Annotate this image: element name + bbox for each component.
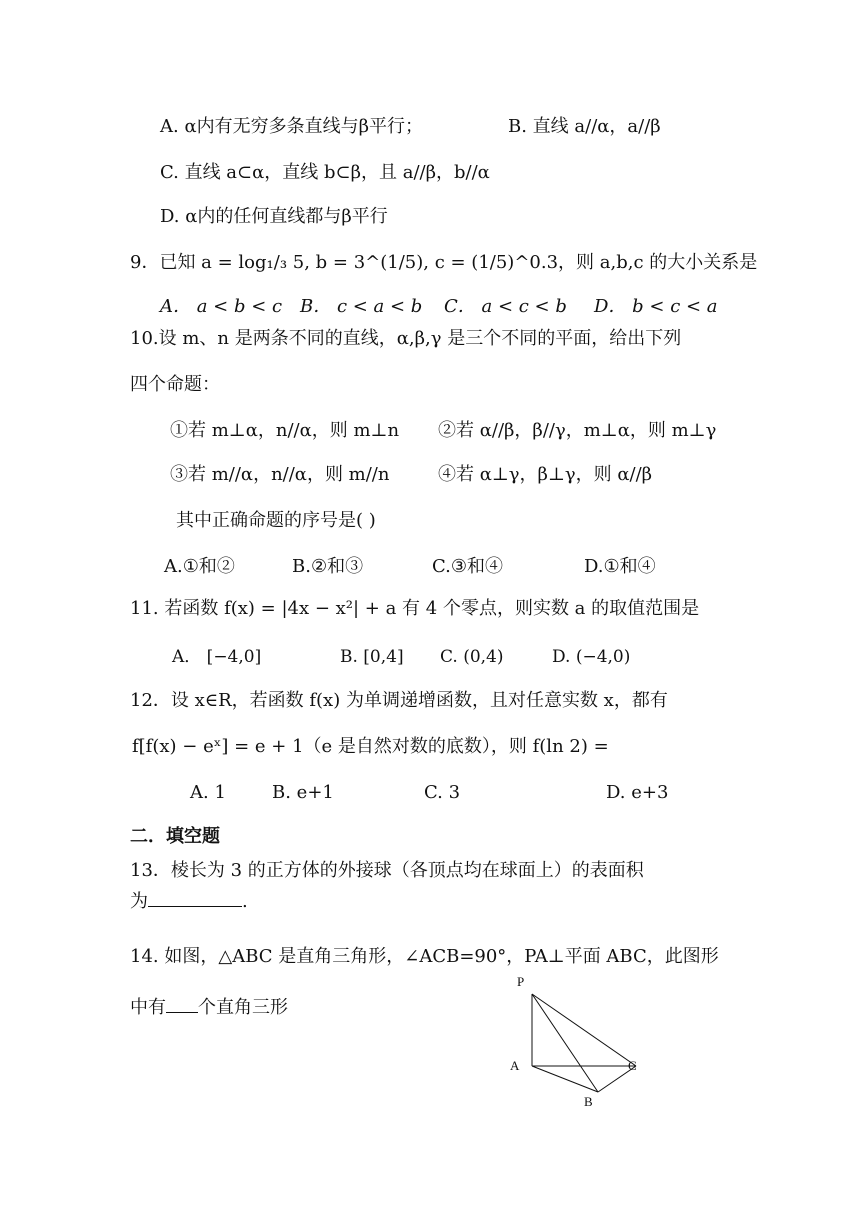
section-heading: 二．填空题 xyxy=(130,826,220,847)
q13-stem-line2 xyxy=(130,888,248,913)
q13-suffix: . xyxy=(242,891,248,912)
edge-pb xyxy=(532,994,598,1092)
q12-option-d: D. e+3 xyxy=(606,782,669,803)
q10-option-a: A.①和② xyxy=(164,556,235,577)
q11-stem: 11. 若函数 f(x) = |4x − x²| + a 有 4 个零点，则实数 a 的取值范围是 xyxy=(130,598,700,619)
q14-answer-blank[interactable] xyxy=(166,994,198,1013)
q9-option-a: A． a < b < c xyxy=(160,296,283,317)
edge-ab xyxy=(532,1066,598,1092)
q12-option-b: B. e+1 xyxy=(272,782,334,803)
q10-stem-line1: 10.设 m、n 是两条不同的直线，α,β,γ 是三个不同的平面，给出下列 xyxy=(130,328,682,349)
q12-option-c: C. 3 xyxy=(424,782,461,803)
q10-option-d: D.①和④ xyxy=(584,556,656,577)
q14-prefix: 中有 xyxy=(130,997,166,1018)
q8-option-d: D. α内的任何直线都与β平行 xyxy=(160,206,388,227)
q14-suffix: 个直角三形 xyxy=(198,997,288,1018)
q10-option-c: C.③和④ xyxy=(432,556,503,577)
q10-option-b: B.②和③ xyxy=(292,556,364,577)
q9-stem: 9．已知 a = log₁/₃ 5, b = 3^(1/5), c = (1/5)^0.3，则 a,b,c 的大小关系是 xyxy=(130,252,758,273)
q12-stem-line2: f[f(x) − eˣ] = e + 1（e 是自然对数的底数），则 f(ln 2) = xyxy=(132,736,609,757)
label-b: B xyxy=(584,1094,593,1109)
q10-proposition-4: ④若 α⊥γ，β⊥γ，则 α//β xyxy=(438,464,653,485)
q10-stem-line2: 四个命题： xyxy=(130,374,220,395)
q10-ask: 其中正确命题的序号是( ) xyxy=(176,510,376,531)
geometry-figure xyxy=(500,970,660,1115)
q11-option-c: C. (0,4) xyxy=(440,647,504,667)
q11-option-b: B. [0,4] xyxy=(340,647,404,667)
label-p: P xyxy=(517,974,525,989)
q9-option-b: B． c < a < b xyxy=(300,296,423,317)
q12-option-a: A. 1 xyxy=(190,782,226,803)
q8-option-b: B. 直线 a//α，a//β xyxy=(508,116,661,137)
q8-option-a: A. α内有无穷多条直线与β平行； xyxy=(160,116,424,137)
q9-option-d: D． b < c < a xyxy=(594,296,718,317)
q12-stem-line1: 12．设 x∈R，若函数 f(x) 为单调递增函数，且对任意实数 x，都有 xyxy=(130,690,668,711)
label-a: A xyxy=(510,1058,520,1073)
q11-option-a: A． [−4,0] xyxy=(172,647,262,667)
label-c: C xyxy=(628,1058,637,1073)
edge-pc xyxy=(532,994,636,1066)
q13-stem-line1: 13．棱长为 3 的正方体的外接球（各顶点均在球面上）的表面积 xyxy=(130,860,644,881)
q9-option-c: C． a < c < b xyxy=(444,296,567,317)
q11-option-d: D. (−4,0) xyxy=(552,647,631,667)
q10-proposition-2: ②若 α//β，β//γ，m⊥α，则 m⊥γ xyxy=(438,420,717,441)
q10-proposition-1: ①若 m⊥α，n//α，则 m⊥n xyxy=(170,420,400,441)
q8-option-c: C. 直线 a⊂α，直线 b⊂β，且 a//β，b//α xyxy=(160,162,490,183)
q13-prefix: 为 xyxy=(130,891,148,912)
q10-proposition-3: ③若 m//α，n//α，则 m//n xyxy=(170,464,390,485)
q13-answer-blank[interactable] xyxy=(148,888,242,907)
q14-stem-line2 xyxy=(130,994,288,1019)
q14-stem-line1: 14. 如图，△ABC 是直角三角形，∠ACB=90°，PA⊥平面 ABC，此图形 xyxy=(130,946,719,967)
